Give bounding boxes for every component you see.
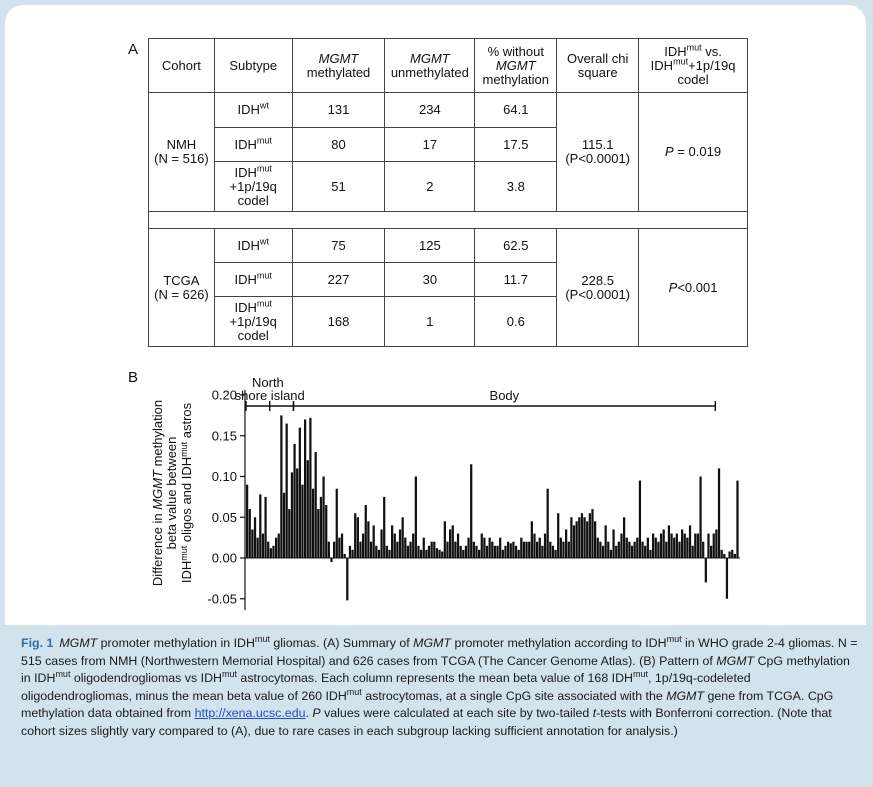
header-comparison: $IDH^{mut}$ vs. $IDH^{mut}+1p/19q$ codel (639, 39, 748, 93)
bar (518, 550, 520, 558)
bar (312, 489, 314, 558)
caption-text: . (305, 706, 313, 720)
bar (359, 542, 361, 558)
bar (349, 546, 351, 558)
bar (531, 521, 533, 558)
subtype-cell: $IDH^{mut}$ (214, 263, 292, 297)
bar (597, 538, 599, 558)
bar (525, 542, 527, 558)
caption-text: values were calculated at each site by two-tailed (320, 706, 593, 720)
bar (257, 538, 259, 558)
bar (607, 542, 609, 558)
bar (726, 558, 728, 599)
bar (557, 513, 559, 558)
methylated-cell: 75 (292, 229, 385, 263)
bar (259, 494, 261, 558)
bar (307, 460, 309, 558)
y-tick-label: -0.05 (207, 591, 237, 607)
bar (539, 538, 541, 558)
unmethylated-cell: 234 (385, 93, 475, 128)
header-subtype: Subtype (214, 39, 292, 93)
bar (404, 538, 406, 558)
bar (496, 546, 498, 558)
bar (639, 481, 641, 558)
subtype-cell: $IDH^{wt}$ (214, 229, 292, 263)
bar (288, 509, 290, 558)
caption-text: , 1p/19q-codeleted oligodendrogliomas, minus the mean beta value of 260 IDH (21, 671, 751, 703)
bar (383, 497, 385, 558)
methylated-cell: 131 (292, 93, 385, 128)
figure-label: Fig. 1 (21, 636, 54, 650)
caption-superscript: mut (254, 633, 270, 644)
caption-italic: MGMT (666, 688, 705, 703)
panel-a-label: A (128, 41, 139, 58)
bar (460, 546, 462, 558)
bar (483, 538, 485, 558)
bar (431, 542, 433, 558)
bar (718, 468, 720, 558)
bar (602, 546, 604, 558)
percent-cell: 62.5 (475, 229, 557, 263)
bar (489, 538, 491, 558)
y-tick-label: 0.15 (211, 428, 237, 444)
percent-cell: 0.6 (475, 297, 557, 347)
bar (299, 428, 301, 558)
bar (399, 529, 401, 558)
bar (697, 534, 699, 558)
bar (267, 542, 269, 558)
bar (462, 550, 464, 558)
y-tick-label: 0.05 (211, 509, 237, 525)
unmethylated-cell: 125 (385, 229, 475, 263)
comparison-p-nmh: P = 0.019 (639, 93, 748, 212)
caption-superscript: mut (221, 668, 237, 679)
bar (652, 534, 654, 558)
bar (707, 534, 709, 558)
caption-italic: P (312, 706, 321, 720)
bar (499, 538, 501, 558)
bars (246, 415, 739, 600)
bar (386, 546, 388, 558)
caption-text: CpG methylation in IDH (21, 653, 850, 685)
bar (655, 538, 657, 558)
bar (275, 538, 277, 558)
bar (636, 538, 638, 558)
bar (599, 542, 601, 558)
bar (686, 538, 688, 558)
svg-text:beta value between: beta value between (164, 436, 179, 550)
bar (721, 550, 723, 558)
bar (478, 550, 480, 558)
bar (728, 551, 730, 558)
bar (417, 546, 419, 558)
table-spacer-row (149, 212, 748, 229)
bar (628, 542, 630, 558)
bar (341, 534, 343, 558)
bar (362, 534, 364, 558)
bar (626, 538, 628, 558)
bar (296, 468, 298, 558)
bar (407, 546, 409, 558)
bar (249, 509, 251, 558)
bar (270, 548, 272, 558)
bar (465, 546, 467, 558)
bar (670, 534, 672, 558)
bar (560, 538, 562, 558)
bar (394, 534, 396, 558)
bar (333, 542, 335, 558)
y-tick-label: 0.10 (211, 469, 237, 484)
bar (481, 534, 483, 558)
bar (554, 550, 556, 558)
caption-text: astrocytomas, at a single CpG site associated with the (361, 688, 667, 703)
bar (470, 464, 472, 558)
header-methylated: MGMT methylated (292, 39, 385, 93)
bar (676, 534, 678, 558)
bar (325, 505, 327, 558)
bar (330, 558, 332, 562)
y-ticks (207, 388, 245, 607)
bar (723, 554, 725, 558)
bar (705, 558, 707, 582)
bar (523, 542, 525, 558)
bar (322, 477, 324, 559)
percent-cell: 11.7 (475, 263, 557, 297)
bar (665, 542, 667, 558)
header-chi-square: Overall chi square (557, 39, 639, 93)
bar (457, 534, 459, 558)
bar (663, 529, 665, 558)
bar (641, 542, 643, 558)
bar (681, 529, 683, 558)
bar (425, 550, 427, 558)
bar (494, 546, 496, 558)
chi-square-nmh: 115.1 (P<0.0001) (557, 93, 639, 212)
region-bracket (293, 388, 715, 411)
bar (412, 534, 414, 558)
methylated-cell: 80 (292, 128, 385, 162)
bar (280, 415, 282, 558)
caption-superscript: mut (346, 686, 362, 697)
bar (618, 542, 620, 558)
caption-superscript: mut (633, 668, 649, 679)
figure-panel (5, 5, 866, 625)
caption-text: -tests with Bonferroni correction. (Note that cohort sizes slightly vary compared to (A), due to rare cases in each subgroup lacking sufficient annotation for analysis.) (21, 706, 832, 738)
comparison-p-tcga: P<0.001 (639, 229, 748, 347)
unmethylated-cell: 1 (385, 297, 475, 347)
subtype-cell: $IDH^{mut}$ (214, 128, 292, 162)
bar (286, 424, 288, 558)
bar (549, 542, 551, 558)
bar (605, 525, 607, 558)
bar (731, 550, 733, 558)
bar (610, 550, 612, 558)
bar (338, 538, 340, 558)
bar (736, 481, 738, 558)
bar (370, 542, 372, 558)
cohort-nmh: NMH (N = 516) (149, 93, 215, 212)
bar (589, 513, 591, 558)
unmethylated-cell: 17 (385, 128, 475, 162)
region-label: North (252, 375, 284, 390)
bar (583, 517, 585, 558)
caption-text: in WHO grade 2-4 gliomas. N = 515 cases from NMH (Northwestern Memorial Hospital) and 626 cases from TCGA (The Cancer Genome Atlas). (B) Pattern of (21, 636, 858, 668)
bar (649, 550, 651, 558)
bar (293, 444, 295, 558)
caption-italic: MGMT (59, 636, 98, 650)
caption-text: oligodendrogliomas vs IDH (70, 671, 222, 685)
bar (612, 529, 614, 558)
region-label: Body (489, 388, 520, 403)
data-source-link[interactable]: http://xena.ucsc.edu (194, 706, 306, 720)
header-cohort: Cohort (149, 39, 215, 93)
figure-caption (21, 635, 859, 740)
bar (657, 542, 659, 558)
bar (336, 489, 338, 558)
svg-text:IDHmut oligos and IDHmut astro: $IDH^{mut}$ oligos and $IDH^{mut}$ astros (179, 402, 194, 584)
bar (510, 543, 512, 558)
bar (586, 521, 588, 558)
figure-card (5, 5, 866, 782)
bar (378, 550, 380, 558)
bar (620, 534, 622, 558)
caption-text: promoter methylation according to IDH (451, 636, 667, 650)
bar (673, 538, 675, 558)
bar (689, 525, 691, 558)
header-percent-without: % without MGMT methylation (475, 39, 557, 93)
bar (581, 513, 583, 558)
svg-text:Difference in MGMT methylation: Difference in MGMT methylation (150, 399, 165, 587)
bar (573, 525, 575, 558)
subtype-cell: $IDH^{wt}$ (214, 93, 292, 128)
bar (591, 509, 593, 558)
bar (420, 550, 422, 558)
table-row (149, 93, 748, 128)
bar (441, 551, 443, 558)
methylated-cell: 51 (292, 162, 385, 212)
bar (272, 546, 274, 558)
bar (328, 542, 330, 558)
bar (684, 534, 686, 558)
bar (301, 485, 303, 558)
bar (283, 493, 285, 558)
bar (528, 542, 530, 558)
bar (388, 550, 390, 558)
methylated-cell: 168 (292, 297, 385, 347)
y-axis-title (150, 400, 194, 586)
bar (428, 546, 430, 558)
bar (452, 525, 454, 558)
caption-superscript: mut (666, 633, 682, 644)
table-header-row (149, 39, 748, 93)
bar (475, 546, 477, 558)
bar (668, 525, 670, 558)
bar (436, 548, 438, 558)
bar (373, 525, 375, 558)
bar (502, 550, 504, 558)
bar (692, 546, 694, 558)
bar (678, 542, 680, 558)
bar (634, 542, 636, 558)
bar (449, 529, 451, 558)
caption-italic: MGMT (716, 653, 755, 668)
bar (699, 477, 701, 559)
bar (541, 546, 543, 558)
caption-text: promoter methylation in IDH (97, 636, 255, 650)
bar (473, 542, 475, 558)
bar (562, 542, 564, 558)
bar (262, 534, 264, 558)
bar (547, 489, 549, 558)
bar (702, 542, 704, 558)
bar (565, 529, 567, 558)
subtype-cell: $IDH^{mut}$ +1p/19q codel (214, 297, 292, 347)
bar (520, 538, 522, 558)
bar (615, 546, 617, 558)
methylation-bar-chart (5, 370, 866, 620)
bar (544, 534, 546, 558)
bar (415, 477, 417, 559)
bar (491, 542, 493, 558)
region-brackets (235, 375, 716, 411)
caption-italic: MGMT (413, 636, 452, 650)
bar (351, 550, 353, 558)
bar (380, 529, 382, 558)
bar (309, 418, 311, 558)
panel-b-label: B (128, 369, 139, 386)
bar (486, 546, 488, 558)
bar (454, 542, 456, 558)
chi-square-tcga: 228.5 (P<0.0001) (557, 229, 639, 347)
percent-cell: 64.1 (475, 93, 557, 128)
bar (568, 542, 570, 558)
bar (515, 546, 517, 558)
caption-superscript: mut (55, 668, 71, 679)
unmethylated-cell: 2 (385, 162, 475, 212)
bar (354, 513, 356, 558)
bar (317, 509, 319, 558)
caption-text: astrocytomas. Each column represents the mean beta value of 168 IDH (236, 671, 634, 685)
bar (320, 497, 322, 558)
bar (251, 529, 253, 558)
caption-text: gliomas. (A) Summary of (269, 636, 414, 650)
bar (291, 472, 293, 558)
bar (396, 542, 398, 558)
bar (715, 529, 717, 558)
bar (623, 517, 625, 558)
bar (734, 554, 736, 558)
percent-cell: 3.8 (475, 162, 557, 212)
caption-italic: t (592, 706, 597, 720)
bar (576, 521, 578, 558)
bar (254, 517, 256, 558)
header-unmethylated: MGMT unmethylated (385, 39, 475, 93)
bar (304, 419, 306, 558)
region-label: shore island (234, 388, 305, 403)
bar (438, 550, 440, 558)
bar (446, 542, 448, 558)
bar (694, 534, 696, 558)
bar (315, 452, 317, 558)
bar (402, 517, 404, 558)
bar (357, 517, 359, 558)
bar (278, 534, 280, 558)
bar (552, 546, 554, 558)
bar (246, 485, 248, 558)
caption-body (21, 633, 858, 738)
bar (578, 517, 580, 558)
subtype-cell: $IDH^{mut}$ +1p/19q codel (214, 162, 292, 212)
bar (570, 517, 572, 558)
bar (433, 542, 435, 558)
bar (346, 558, 348, 600)
bar (660, 534, 662, 558)
methylation-table (148, 38, 748, 347)
bar (533, 534, 535, 558)
bar (594, 521, 596, 558)
table-row (149, 229, 748, 263)
bar (375, 546, 377, 558)
caption-text: gene from TCGA. CpG methylation data obtained from (21, 688, 834, 720)
y-tick-label: 0.00 (211, 550, 237, 566)
percent-cell: 17.5 (475, 128, 557, 162)
bar (365, 505, 367, 558)
bar (504, 546, 506, 558)
bar (367, 521, 369, 558)
bar (507, 542, 509, 558)
y-tick-label: 0.20 (211, 387, 237, 403)
bar (409, 542, 411, 558)
bar (647, 538, 649, 558)
bar (344, 554, 346, 558)
bar (710, 546, 712, 558)
bar (713, 534, 715, 558)
bar (264, 497, 266, 558)
bar (444, 521, 446, 558)
methylated-cell: 227 (292, 263, 385, 297)
bar (536, 542, 538, 558)
bar (467, 538, 469, 558)
cohort-tcga: TCGA (N = 626) (149, 229, 215, 347)
bar (644, 546, 646, 558)
bar (512, 542, 514, 558)
bar (631, 546, 633, 558)
bar (391, 525, 393, 558)
unmethylated-cell: 30 (385, 263, 475, 297)
bar (423, 538, 425, 558)
